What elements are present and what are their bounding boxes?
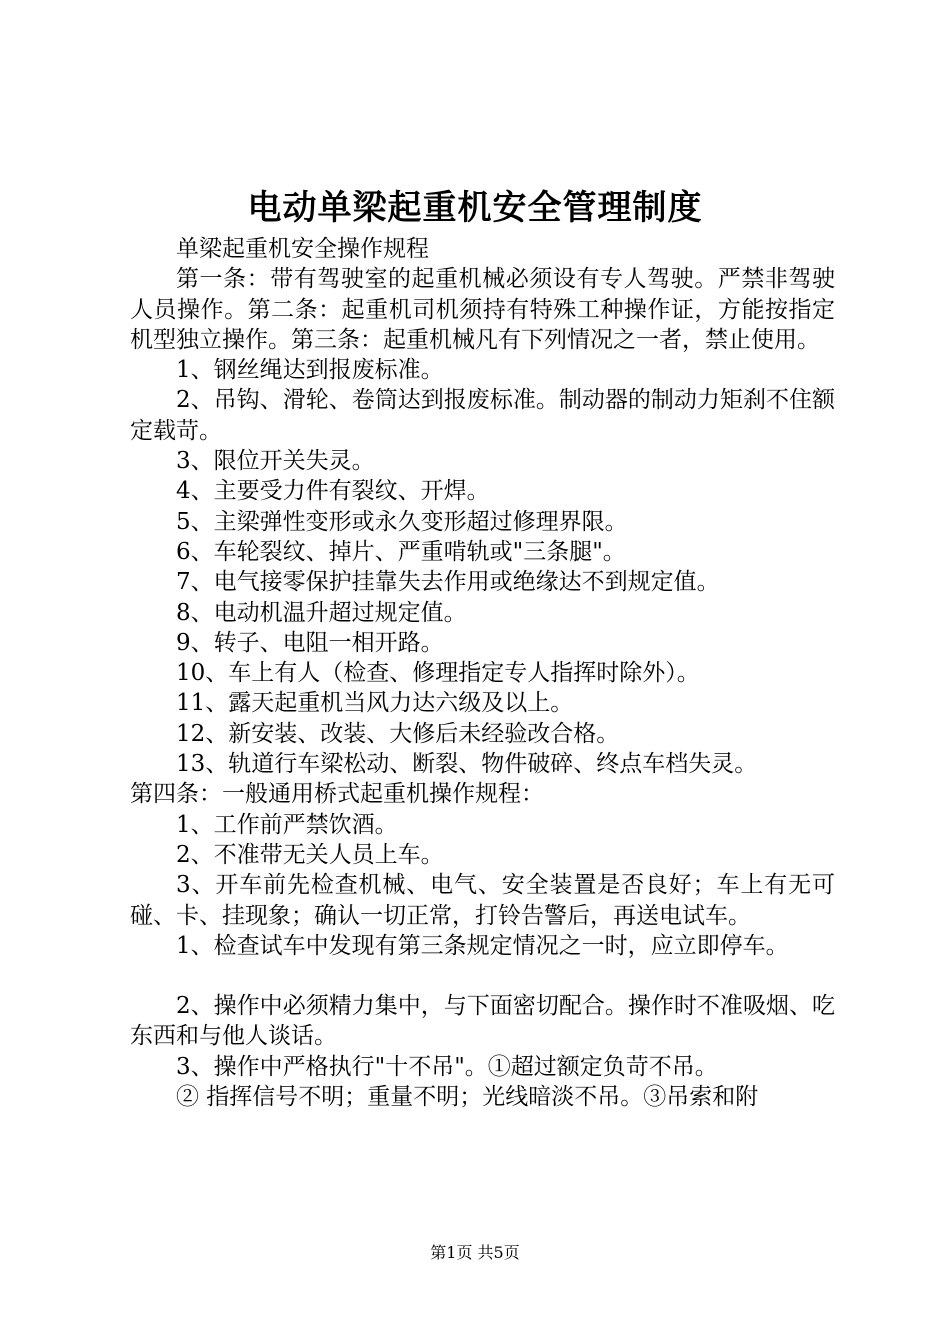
list-item: 2、操作中必须精力集中，与下面密切配合。操作时不准吸烟、吃东西和与他人谈话。 bbox=[130, 993, 835, 1050]
list-item: 6、车轮裂纹、掉片、严重啃轨或"三条腿"。 bbox=[176, 538, 626, 565]
document-body bbox=[130, 234, 835, 1112]
list-item: 7、电气接零保护挂靠失去作用或绝缘达不到规定值。 bbox=[176, 569, 720, 596]
list-item: 2、不准带无关人员上车。 bbox=[176, 841, 444, 868]
paragraph-article-4: 第四条：一般通用桥式起重机操作规程： bbox=[130, 781, 544, 808]
document-title: 电动单梁起重机安全管理制度 bbox=[247, 188, 703, 228]
list-item: 12、新安装、改装、大修后未经验改合格。 bbox=[176, 720, 620, 747]
page-footer: 第1页 共5页 bbox=[430, 1243, 520, 1262]
paragraph-article-1-3: 第一条：带有驾驶室的起重机械必须设有专人驾驶。严禁非驾驶人员操作。第二条：起重机司机须持有特殊工种操作证，方能按指定机型独立操作。第三条：起重机械凡有下列情况之一者，禁止使用。 bbox=[130, 266, 835, 353]
list-item: ② 指挥信号不明；重量不明；光线暗淡不吊。③吊索和附 bbox=[176, 1084, 759, 1111]
list-item: 9、转子、电阻一相开路。 bbox=[176, 629, 444, 656]
list-item: 3、操作中严格执行"十不吊"。①超过额定负苛不吊。 bbox=[176, 1053, 718, 1080]
list-item: 13、轨道行车梁松动、断裂、物件破碎、终点车档失灵。 bbox=[176, 751, 758, 778]
list-item: 3、限位开关失灵。 bbox=[176, 448, 375, 475]
list-item: 1、检查试车中发现有第三条规定情况之一时，应立即停车。 bbox=[176, 932, 789, 959]
list-item: 2、吊钩、滑轮、卷筒达到报废标准。制动器的制动力矩刹不住额定载苛。 bbox=[130, 387, 835, 444]
list-item: 1、工作前严禁饮酒。 bbox=[176, 811, 398, 838]
list-item: 3、开车前先检查机械、电气、安全装置是否良好；车上有无可碰、卡、挂现象；确认一切正常，打铃告警后，再送电试车。 bbox=[130, 872, 835, 929]
list-item: 4、主要受力件有裂纹、开焊。 bbox=[176, 478, 490, 505]
paragraph-subtitle: 单梁起重机安全操作规程 bbox=[176, 236, 429, 262]
list-item: 8、电动机温升超过规定值。 bbox=[176, 599, 467, 626]
list-item: 1、钢丝绳达到报废标准。 bbox=[176, 357, 444, 384]
list-item: 11、露天起重机当风力达六级及以上。 bbox=[176, 690, 574, 717]
list-item: 10、车上有人（检查、修理指定专人指挥时除外）。 bbox=[176, 660, 700, 687]
list-item: 5、主梁弹性变形或永久变形超过修理界限。 bbox=[176, 508, 628, 535]
